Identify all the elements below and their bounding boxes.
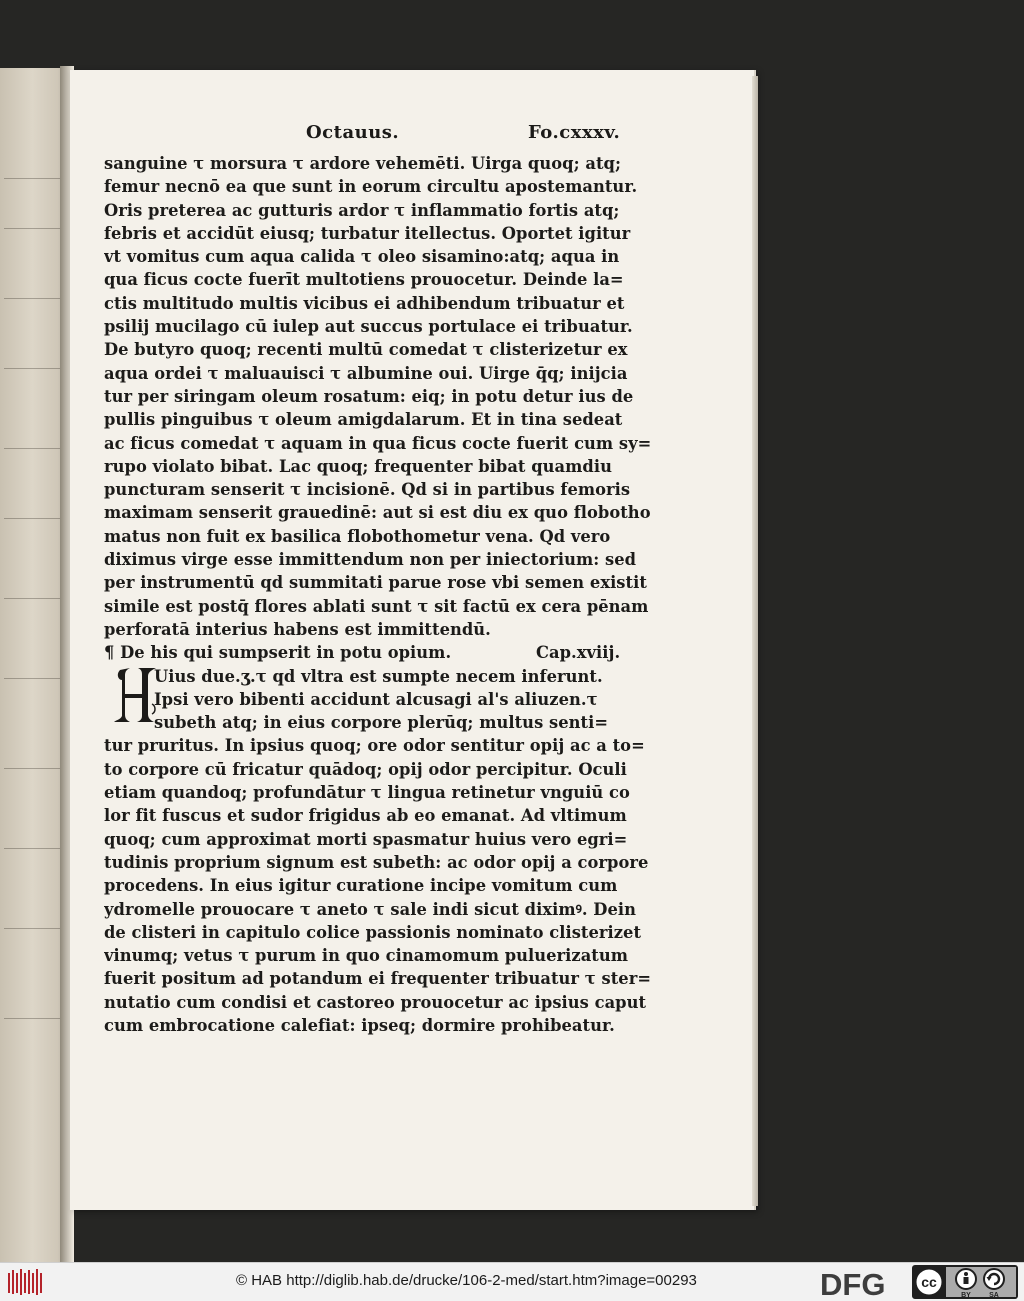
- text-line: sanguine τ morsura τ ardore vehemēti. Uirga quoq; atq;: [104, 154, 622, 173]
- text-line: puncturam senserit τ incisionē. Qd si in partibus femoris: [104, 480, 631, 500]
- text-line: tudinis proprium signum est subeth: ac odor opij a corpore: [104, 852, 649, 872]
- source-link[interactable]: © HAB http://diglib.hab.de/drucke/106-2-med/start.htm?image=00293: [236, 1272, 697, 1289]
- decorated-initial-icon: [112, 664, 158, 726]
- text-line: femur necnō ea que sunt in eorum circultu apostemantur.: [104, 177, 638, 197]
- text-line: lor fit fuscus et sudor frigidus ab eo emanat. Ad vltimum: [104, 806, 627, 826]
- svg-text:SA: SA: [989, 1292, 999, 1299]
- text-block: [104, 152, 660, 1037]
- folio-number: Fo.cxxxv.: [528, 122, 621, 143]
- text-line: qua ficus cocte fuerīt multotiens prouocetur. Deinde la=: [104, 270, 624, 290]
- text-line: Ipsi vero bibenti accidunt alcusagi al's aliuzen.τ: [154, 689, 598, 709]
- text-line: pullis pinguibus τ oleum amigdalarum. Et in tina sedeat: [104, 410, 623, 430]
- text-line: vinumq; vetus τ purum in quo cinamomum puluerizatum: [104, 946, 629, 966]
- text-line: aqua ordei τ maluauisci τ albumine oui. Uirge q̄q; inijcia: [104, 363, 628, 383]
- text-line: per instrumentū qd summitati parue rose vbi semen existit: [104, 573, 647, 593]
- text-line: to corpore cū fricatur quādoq; opij odor percipitur. Oculi: [104, 759, 627, 779]
- cc-icon: [915, 1268, 943, 1296]
- text-line: maximam senserit grauedinē: aut si est diu ex quo flobotho: [104, 503, 651, 523]
- text-line: Uius due.ʒ.τ qd vltra est sumpte necem inferunt.: [154, 666, 603, 686]
- text-line: Oris preterea ac gutturis ardor τ inflammatio fortis atq;: [104, 200, 620, 220]
- license-badge[interactable]: [912, 1265, 1018, 1299]
- text-line: simile est postq̄ flores ablati sunt τ sit factū ex cera pēnam: [104, 596, 649, 616]
- chapter-heading-line: [104, 641, 660, 664]
- text-line: vt vomitus cum aqua calida τ oleo sisamino:atq; aqua in: [104, 247, 620, 267]
- text-line: diximus virge esse immittendum non per iniectorium: sed: [104, 550, 637, 570]
- text-line: tur per siringam oleum rosatum: eiq; in potu detur ius de: [104, 386, 634, 406]
- text-line: procedens. In eius igitur curatione incipe vomitum cum: [104, 876, 618, 896]
- text-line: De butyro quoq; recenti multū comedat τ clisterizetur ex: [104, 340, 628, 360]
- text-line: fuerit positum ad potandum ei frequenter tribuatur τ ster=: [104, 969, 652, 989]
- text-line: ac ficus comedat τ aquam in qua ficus cocte fuerit cum sy=: [104, 433, 652, 453]
- library-logo-icon: [6, 1267, 46, 1297]
- page-edge: [752, 76, 758, 1206]
- text-line: ydromelle prouocare τ aneto τ sale indi sicut diximꝰ. Dein: [104, 899, 637, 919]
- text-line: de clisteri in capitulo colice passionis nominato clisterizet: [104, 922, 642, 942]
- dfg-logo-text: DFG: [820, 1267, 886, 1299]
- chapter-number: Cap.xviij.: [536, 643, 621, 663]
- text-line: subeth atq; in eius corpore plerūq; multus senti=: [154, 713, 609, 733]
- footer-bar: [0, 1262, 1024, 1301]
- text-line: rupo violato bibat. Lac quoq; frequenter bibat quamdiu: [104, 456, 612, 476]
- text-line: febris et accidūt eiusq; turbatur itellectus. Oportet igitur: [104, 223, 631, 243]
- text-line: perforatā interius habens est immittendū.: [104, 619, 491, 639]
- svg-text:BY: BY: [961, 1292, 971, 1299]
- text-line: ctis multitudo multis vicibus ei adhibendum tribuatur et: [104, 293, 625, 313]
- running-head: Octauus.: [306, 122, 400, 143]
- text-line: psilij mucilago cū iulep aut succus portulace ei tribuatur.: [104, 317, 633, 337]
- text-line: nutatio cum condisi et castoreo prouocetur ac ipsius caput: [104, 992, 647, 1012]
- svg-text:cc: cc: [921, 1274, 937, 1290]
- text-line: quoq; cum approximat morti spasmatur huius vero egri=: [104, 829, 628, 849]
- text-line: matus non fuit ex basilica flobothometur vena. Qd vero: [104, 526, 611, 546]
- text-line: tur pruritus. In ipsius quoq; ore odor sentitur opij ac a to=: [104, 736, 645, 756]
- page-header: [306, 118, 656, 150]
- chapter-title: ¶ De his qui sumpserit in potu opium.: [104, 643, 452, 663]
- text-line: cum embrocatione calefiat: ipseq; dormire prohibeatur.: [104, 1015, 615, 1035]
- text-line: etiam quandoq; profundātur τ lingua retinetur vnguiū co: [104, 783, 630, 803]
- dfg-logo-icon: [818, 1267, 910, 1299]
